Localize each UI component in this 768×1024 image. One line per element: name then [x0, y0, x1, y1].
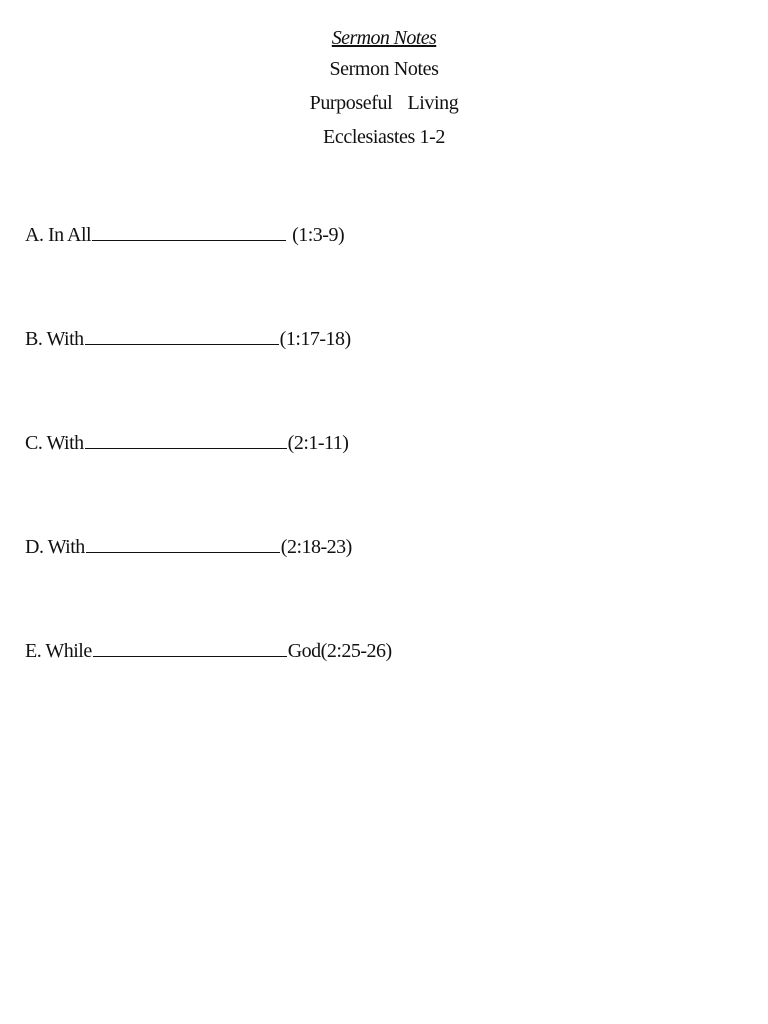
item-d-blank [86, 534, 280, 553]
outline-item-d [25, 534, 352, 560]
item-d-reference: (2:18-23) [280, 536, 352, 558]
item-e-reference: God(2:25-26) [287, 640, 392, 662]
italic-title: Sermon Notes [331, 27, 437, 49]
sermon-subtitle: Purposeful Living [309, 92, 459, 114]
outline-item-a [25, 222, 344, 248]
item-b-reference: (1:17-18) [279, 328, 351, 350]
page-title: Sermon Notes [329, 58, 439, 80]
item-e-blank [93, 638, 287, 657]
page-header [0, 24, 768, 154]
outline-item-e [25, 638, 392, 664]
item-a-blank [92, 222, 286, 241]
item-b-blank [85, 326, 279, 345]
outline-item-c [25, 430, 348, 456]
item-c-blank [85, 430, 287, 449]
item-b-prefix: B. With [25, 328, 84, 350]
item-e-prefix: E. While [25, 640, 92, 662]
item-c-reference: (2:1-11) [287, 432, 349, 454]
outline-item-b [25, 326, 351, 352]
item-a-reference: (1:3-9) [292, 224, 345, 246]
item-c-prefix: C. With [25, 432, 84, 454]
scripture-reference: Ecclesiastes 1-2 [323, 126, 445, 148]
item-d-prefix: D. With [25, 536, 85, 558]
item-a-prefix: A. In All [25, 224, 92, 246]
